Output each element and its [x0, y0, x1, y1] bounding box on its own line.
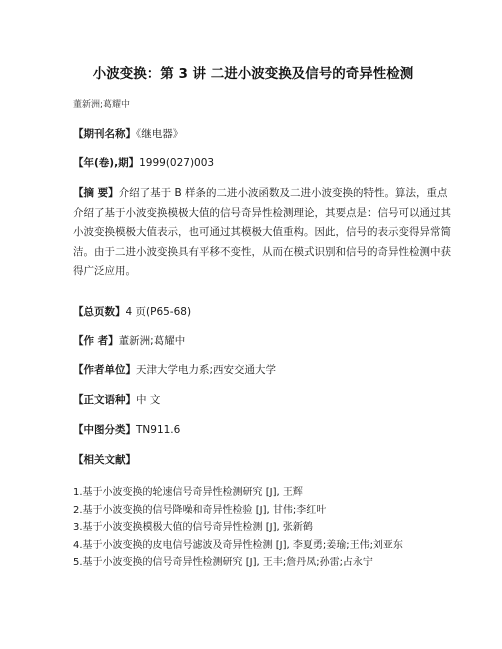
related-list: [73, 484, 403, 572]
list-item[interactable]: 5.基于小波变换的信号奇异性检测研究 [J], 王丰;詹丹凤;孙雷;占永宁: [73, 557, 373, 568]
classification-label: 【中图分类】: [73, 424, 136, 436]
affiliation-field: [73, 362, 276, 377]
journal-field: [73, 126, 183, 141]
language-field: [73, 392, 160, 407]
document-title: 小波变换：第 3 讲 二进小波变换及信号的奇异性检测: [92, 66, 414, 82]
abstract-line: 介绍了基于 B 样条的二进小波函数及二进小波变换的特性。算法，重点: [118, 187, 448, 199]
journal-value: 《继电器》: [136, 128, 184, 140]
journal-label: 【期刊名称】: [73, 128, 136, 140]
language-label: 【正文语种】: [73, 394, 136, 406]
related-heading: [73, 452, 136, 467]
abstract-line: 得广泛应用。: [73, 265, 136, 277]
issue-label: 【年(卷),期】: [73, 157, 140, 169]
list-item[interactable]: 4.基于小波变换的皮电信号滤波及奇异性检测 [J], 李夏勇;姜瑜;王伟;刘亚东: [73, 539, 403, 551]
abstract-label: 【摘 要】: [73, 187, 119, 199]
list-item[interactable]: 3.基于小波变换模极大值的信号奇异性检测 [J], 张新鹤: [73, 522, 313, 533]
authors-label: 【作 者】: [73, 335, 119, 347]
issue-field: [73, 155, 214, 170]
classification-field: [73, 422, 180, 437]
abstract-line: 小波变换模极大值表示，也可通过其模极大值重构。因此，信号的表示变得异常简: [73, 226, 451, 238]
author-line: 董新洲;葛耀中: [73, 100, 131, 110]
pages-field: [73, 304, 191, 319]
abstract-line: 洁。由于二进小波变换具有平移不变性，从而在模式识别和信号的奇异性检测中获: [73, 245, 451, 258]
authors-value: 董新洲;葛耀中: [118, 335, 186, 347]
affiliation-value: 天津大学电力系;西安交通大学: [136, 364, 277, 376]
abstract-block: [73, 184, 451, 282]
pages-value: 4 页(P65-68): [125, 306, 192, 318]
classification-value: TN911.6: [136, 424, 181, 436]
list-item[interactable]: 2.基于小波变换的信号降噪和奇异性检验 [J], 甘伟;李红叶: [73, 504, 327, 516]
list-item[interactable]: 1.基于小波变换的轮速信号奇异性检测研究 [J], 王辉: [73, 487, 303, 498]
related-label: 【相关文献】: [73, 454, 136, 466]
abstract-line: 介绍了基于小波变换模极大值的信号奇异性检测理论，其要点是：信号可以通过其: [73, 206, 451, 219]
issue-value: 1999(027)003: [139, 157, 215, 169]
pages-label: 【总页数】: [73, 306, 126, 318]
language-value: 中 文: [136, 394, 161, 406]
affiliation-label: 【作者单位】: [73, 364, 136, 376]
authors-field: [73, 333, 185, 348]
